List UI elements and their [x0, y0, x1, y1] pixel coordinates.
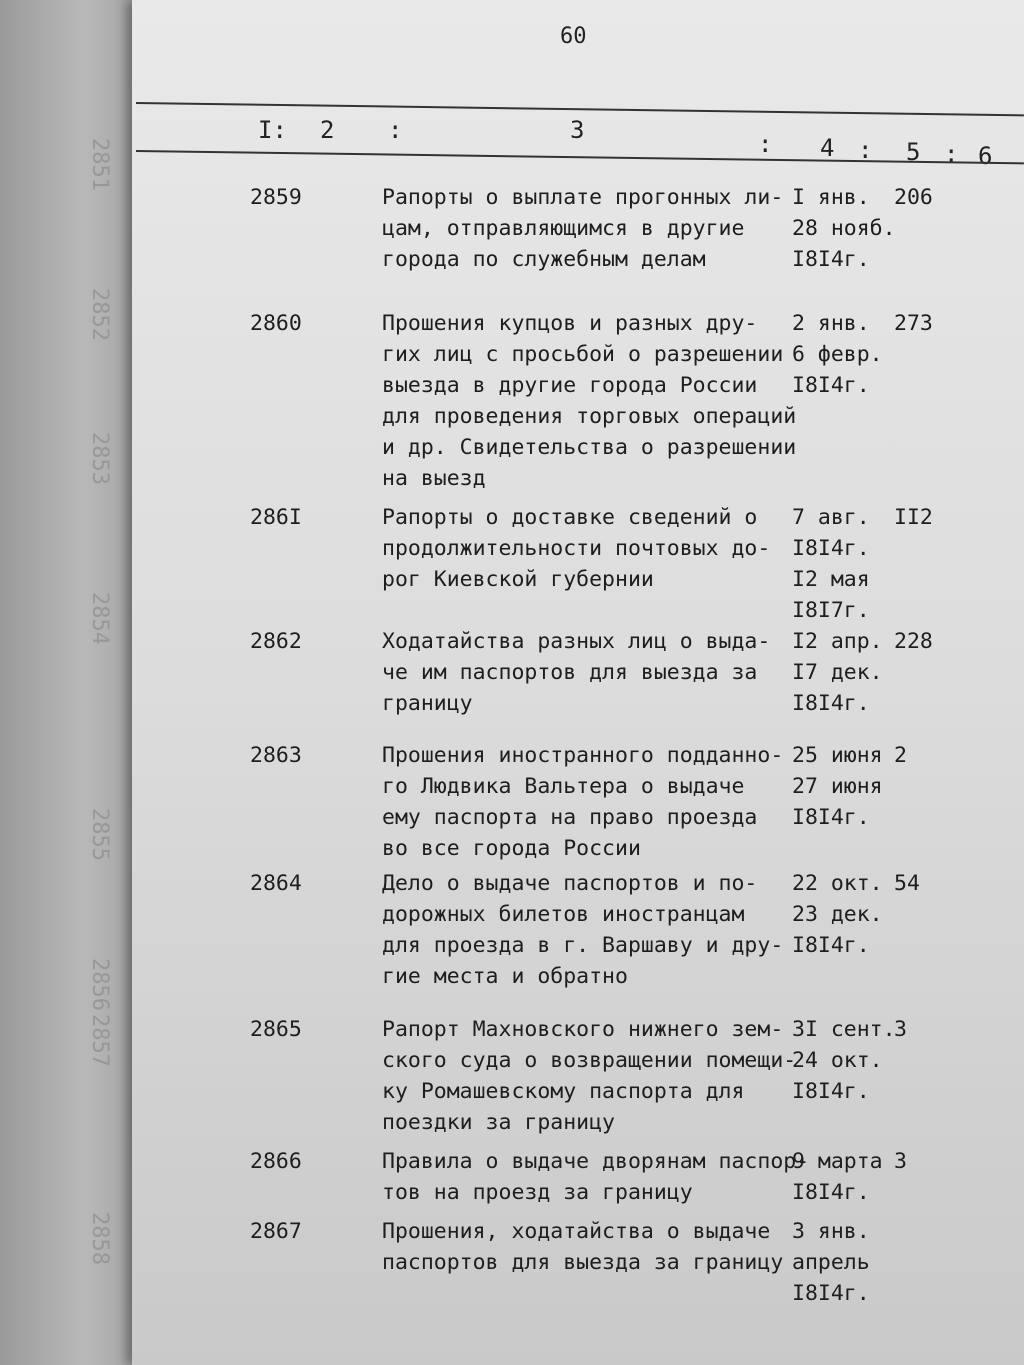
date-line: 24 окт. [792, 1048, 883, 1073]
ghost-number: 2855 [87, 808, 112, 861]
ghost-number: 2854 [87, 592, 112, 645]
item-number: 2867 [250, 1219, 302, 1244]
title-line: Рапорт Махновского нижнего зем- [382, 1017, 784, 1042]
ghost-number: 2853 [87, 432, 112, 485]
item-title [382, 868, 802, 992]
header-rule-bottom [136, 150, 1024, 164]
sheet-count: 3 [894, 1149, 907, 1174]
title-line: на выезд [382, 466, 486, 491]
title-line: поездки за границу [382, 1110, 615, 1135]
item-dates [792, 740, 902, 833]
title-line: во все города России [382, 836, 641, 861]
date-line: 23 дек. [792, 902, 883, 927]
title-line: и др. Свидетельства о разрешении [382, 435, 797, 460]
title-line: цам, отправляющимся в другие [382, 216, 745, 241]
date-line: I2 апр. [792, 629, 883, 654]
date-line: 22 окт. [792, 871, 883, 896]
date-line: 9 марта [792, 1149, 883, 1174]
item-dates [792, 1014, 902, 1107]
date-line: 6 февр. [792, 342, 883, 367]
item-dates [792, 1146, 902, 1208]
column-header: 2 [320, 116, 335, 144]
title-line: Прошения, ходатайства о выдаче [382, 1219, 771, 1244]
date-line: 3 янв. [792, 1219, 870, 1244]
title-line: го Людвика Вальтера о выдаче [382, 774, 745, 799]
title-line: ку Ромашевскому паспорта для [382, 1079, 745, 1104]
date-line: I8I4г. [792, 247, 870, 272]
item-number: 2864 [250, 871, 302, 896]
sheet-count: 228 [894, 629, 933, 654]
date-line: I8I4г. [792, 691, 870, 716]
date-line: 7 авг. [792, 505, 870, 530]
date-line: I8I4г. [792, 536, 870, 561]
item-number: 2866 [250, 1149, 302, 1174]
document-page [132, 0, 1024, 1365]
item-number: 2863 [250, 743, 302, 768]
title-line: города по служебным делам [382, 247, 706, 272]
item-title [382, 740, 802, 864]
column-header: : [758, 130, 773, 158]
date-line: I8I4г. [792, 1079, 870, 1104]
column-header: 6 [978, 142, 993, 170]
column-header: : [858, 136, 873, 164]
title-line: ему паспорта на право проезда [382, 805, 758, 830]
item-number: 2862 [250, 629, 302, 654]
date-line: I8I7г. [792, 598, 870, 623]
title-line: Рапорты о выплате прогонных ли- [382, 185, 784, 210]
sheet-count: II2 [894, 505, 933, 530]
ghost-number: 2858 [87, 1212, 112, 1265]
sheet-count: 273 [894, 311, 933, 336]
title-line: че им паспортов для выезда за [382, 660, 758, 685]
date-line: 3I сент. [792, 1017, 896, 1042]
sheet-count: 3 [894, 1017, 907, 1042]
item-dates [792, 868, 902, 961]
column-header: I: [258, 116, 287, 144]
title-line: Дело о выдаче паспортов и по- [382, 871, 758, 896]
title-line: рог Киевской губернии [382, 567, 654, 592]
column-header: 5 [906, 138, 921, 166]
title-line: ского суда о возвращении помещи- [382, 1048, 797, 1073]
date-line: I8I4г. [792, 1281, 870, 1306]
page-number: 60 [560, 24, 587, 49]
sheet-count: 54 [894, 871, 920, 896]
date-line: 2 янв. [792, 311, 870, 336]
title-line: границу [382, 691, 473, 716]
sheet-count: 2 [894, 743, 907, 768]
title-line: Ходатайства разных лиц о выда- [382, 629, 771, 654]
title-line: продолжительности почтовых до- [382, 536, 771, 561]
date-line: 28 нояб. [792, 216, 896, 241]
column-header: : [388, 116, 403, 144]
title-line: Рапорты о доставке сведений о [382, 505, 758, 530]
ghost-number: 2857 [87, 1014, 112, 1067]
item-number: 286I [250, 505, 302, 530]
item-title [382, 308, 802, 494]
item-title [382, 1146, 810, 1208]
date-line: 25 июня [792, 743, 883, 768]
ghost-number: 2852 [87, 288, 112, 341]
date-line: I8I4г. [792, 373, 870, 398]
date-line: I2 мая [792, 567, 870, 592]
item-title [382, 626, 802, 719]
column-header: 4 [820, 134, 835, 162]
title-line: гих лиц с просьбой о разрешении [382, 342, 784, 367]
ghost-number: 2851 [87, 138, 112, 191]
ghost-number: 2856 [87, 958, 112, 1011]
title-line: тов на проезд за границу [382, 1180, 693, 1205]
date-line: I янв. [792, 185, 870, 210]
item-dates [792, 182, 902, 275]
title-line: Прошения купцов и разных дру- [382, 311, 758, 336]
title-line: дорожных билетов иностранцам [382, 902, 745, 927]
title-line: гие места и обратно [382, 964, 628, 989]
column-header: : [944, 140, 959, 168]
header-rule-top [136, 102, 1024, 116]
title-line: Правила о выдаче дворянам паспор- [382, 1149, 810, 1174]
date-line: апрель [792, 1250, 870, 1275]
item-title [382, 1014, 802, 1138]
date-line: I8I4г. [792, 805, 870, 830]
item-number: 2859 [250, 185, 302, 210]
item-dates [792, 1216, 902, 1309]
item-title [382, 502, 802, 595]
previous-page-edge [0, 0, 140, 1365]
title-line: паспортов для выезда за границу [382, 1250, 784, 1275]
item-dates [792, 308, 902, 401]
item-number: 2865 [250, 1017, 302, 1042]
title-line: Прошения иностранного подданно- [382, 743, 784, 768]
title-line: для проезда в г. Варшаву и дру- [382, 933, 784, 958]
date-line: I8I4г. [792, 1180, 870, 1205]
item-title [382, 182, 802, 275]
title-line: выезда в другие города России [382, 373, 758, 398]
date-line: 27 июня [792, 774, 883, 799]
item-dates [792, 502, 902, 626]
item-number: 2860 [250, 311, 302, 336]
title-line: для проведения торговых операций [382, 404, 797, 429]
item-dates [792, 626, 902, 719]
item-title [382, 1216, 802, 1278]
sheet-count: 206 [894, 185, 933, 210]
date-line: I8I4г. [792, 933, 870, 958]
column-header: 3 [570, 116, 585, 144]
date-line: I7 дек. [792, 660, 883, 685]
